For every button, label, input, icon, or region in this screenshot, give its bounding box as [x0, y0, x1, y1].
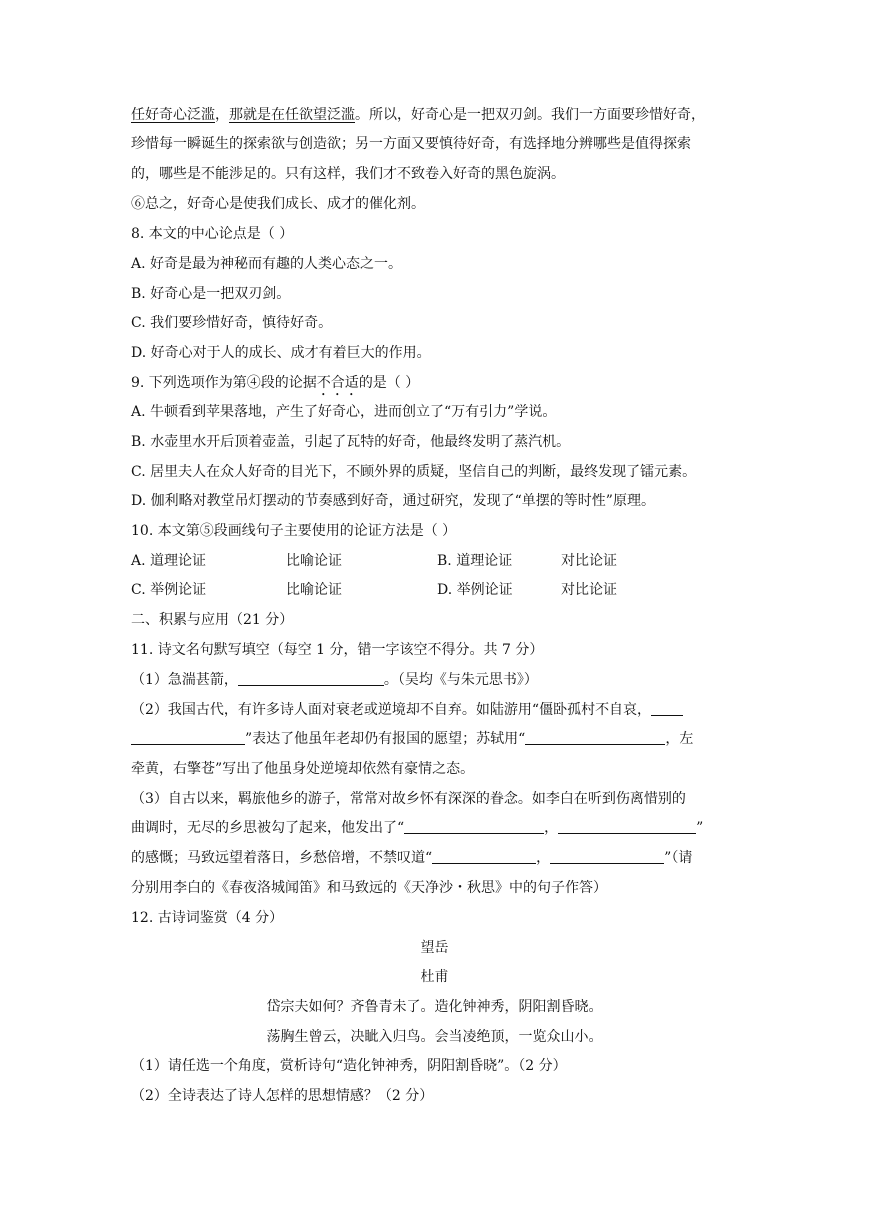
answer-blank[interactable] [238, 671, 384, 686]
answer-blank[interactable] [404, 819, 544, 834]
q11-part-2: （2）我国古代，有许多诗人面对衰老或逆境却不自弃。如陆游用“僵卧孤村不自哀， [131, 700, 683, 720]
poem-verse: 荡胸生曾云，决眦入归鸟。会当凌绝顶，一览众山小。 [266, 1029, 603, 1045]
answer-blank[interactable] [131, 730, 245, 745]
emphasized-words: 不合适 [316, 375, 359, 391]
answer-blank[interactable] [550, 849, 664, 864]
passage-line: 任好奇心泛滥，那就是在任欲望泛滥。所以，好奇心是一把双刃剑。我们一方面要珍惜好奇， [131, 107, 705, 123]
answer-blank[interactable] [432, 849, 536, 864]
underlined-sentence: 任好奇心泛滥 [131, 107, 215, 123]
q10-option-b: B. 道理论证 [437, 553, 513, 569]
question-9-stem: 9. 下列选项作为第④段的论据不合适的是（ ） [131, 375, 420, 391]
q10-option-a-method: 比喻论证 [286, 553, 342, 569]
underlined-sentence: 那就是在任欲望泛滥 [229, 107, 355, 123]
q10-option-d: D. 举例论证 [437, 582, 513, 598]
q11-part-2-end: 牵黄，右擎苍”写出了他虽身处逆境却依然有豪情之态。 [131, 761, 475, 777]
q9-option-d: D. 伽利略对教堂吊灯摆动的节奏感到好奇，通过研究，发现了“单摆的等时性”原理。 [131, 493, 655, 509]
passage-paragraph-6: ⑥总之，好奇心是使我们成长、成才的催化剂。 [131, 196, 425, 212]
section-heading: 二、积累与应用（21 分） [131, 612, 294, 628]
q12-sub-2: （2）全诗表达了诗人怎样的思想情感？（2 分） [131, 1088, 434, 1104]
q10-option-a: A. 道理论证 [131, 553, 207, 569]
question-11-stem: 11. 诗文名句默写填空（每空 1 分，错一字该空不得分。共 7 分） [131, 642, 544, 658]
poem-author: 杜甫 [420, 969, 449, 985]
q11-part-3-cont: 的感慨；马致远望着落日，乡愁倍增，不禁叹道“ ， ”（请 [131, 850, 693, 866]
q10-option-d-method: 对比论证 [561, 582, 617, 598]
q8-option-d: D. 好奇心对于人的成长、成才有着巨大的作用。 [131, 345, 431, 361]
question-8-stem: 8. 本文的中心论点是（ ） [131, 226, 294, 242]
q11-part-3-cont: 曲调时，无尽的乡思被勾了起来，他发出了“ ， ” [131, 820, 704, 836]
q9-option-c: C. 居里夫人在众人好奇的目光下，不顾外界的质疑，坚信自己的判断，最终发现了镭元素。 [131, 464, 697, 480]
q12-sub-1: （1）请任选一个角度，赏析诗句“造化钟神秀，阴阳割昏晓”。（2 分） [131, 1058, 567, 1074]
q10-option-c: C. 举例论证 [131, 582, 207, 598]
q10-option-b-method: 对比论证 [561, 553, 617, 569]
q11-part-3: （3）自古以来，羁旅他乡的游子，常常对故乡怀有深深的眷念。如李白在听到伤离惜别的 [131, 791, 686, 807]
q11-part-2-cont: ”表达了他虽年老却仍有报国的愿望；苏轼用“ ，左 [131, 729, 693, 749]
q8-option-b: B. 好奇心是一把双刃剑。 [131, 286, 291, 302]
q11-part-3-end: 分别用李白的《春夜洛城闻笛》和马致远的《天净沙・秋思》中的句子作答） [131, 880, 607, 896]
poem-title: 望岳 [420, 940, 449, 956]
answer-blank[interactable] [558, 819, 696, 834]
answer-blank[interactable] [525, 730, 665, 745]
passage-line: 的，哪些是不能涉足的。只有这样，我们才不致卷入好奇的黑色旋涡。 [131, 166, 565, 182]
q11-part-1: （1）急湍甚箭， 。（吴均《与朱元思书》） [131, 672, 538, 688]
q8-option-c: C. 我们要珍惜好奇，慎待好奇。 [131, 315, 333, 331]
passage-line: 珍惜每一瞬诞生的探索欲与创造欲；另一方面又要慎待好奇，有选择地分辨哪些是值得探索 [131, 136, 691, 152]
question-10-stem: 10. 本文第⑤段画线句子主要使用的论证方法是（ ） [131, 523, 457, 539]
q8-option-a: A. 好奇是最为神秘而有趣的人类心态之一。 [131, 256, 403, 272]
q9-option-b: B. 水壶里水开后顶着壶盖，引起了瓦特的好奇，他最终发明了蒸汽机。 [131, 434, 571, 450]
poem-verse: 岱宗夫如何？齐鲁青未了。造化钟神秀，阴阳割昏晓。 [266, 999, 603, 1015]
answer-blank[interactable] [651, 701, 683, 716]
q10-option-c-method: 比喻论证 [286, 582, 342, 598]
question-12-stem: 12. 古诗词鉴赏（4 分） [131, 910, 284, 926]
q9-option-a: A. 牛顿看到苹果落地，产生了好奇心，进而创立了“万有引力”学说。 [131, 404, 557, 420]
